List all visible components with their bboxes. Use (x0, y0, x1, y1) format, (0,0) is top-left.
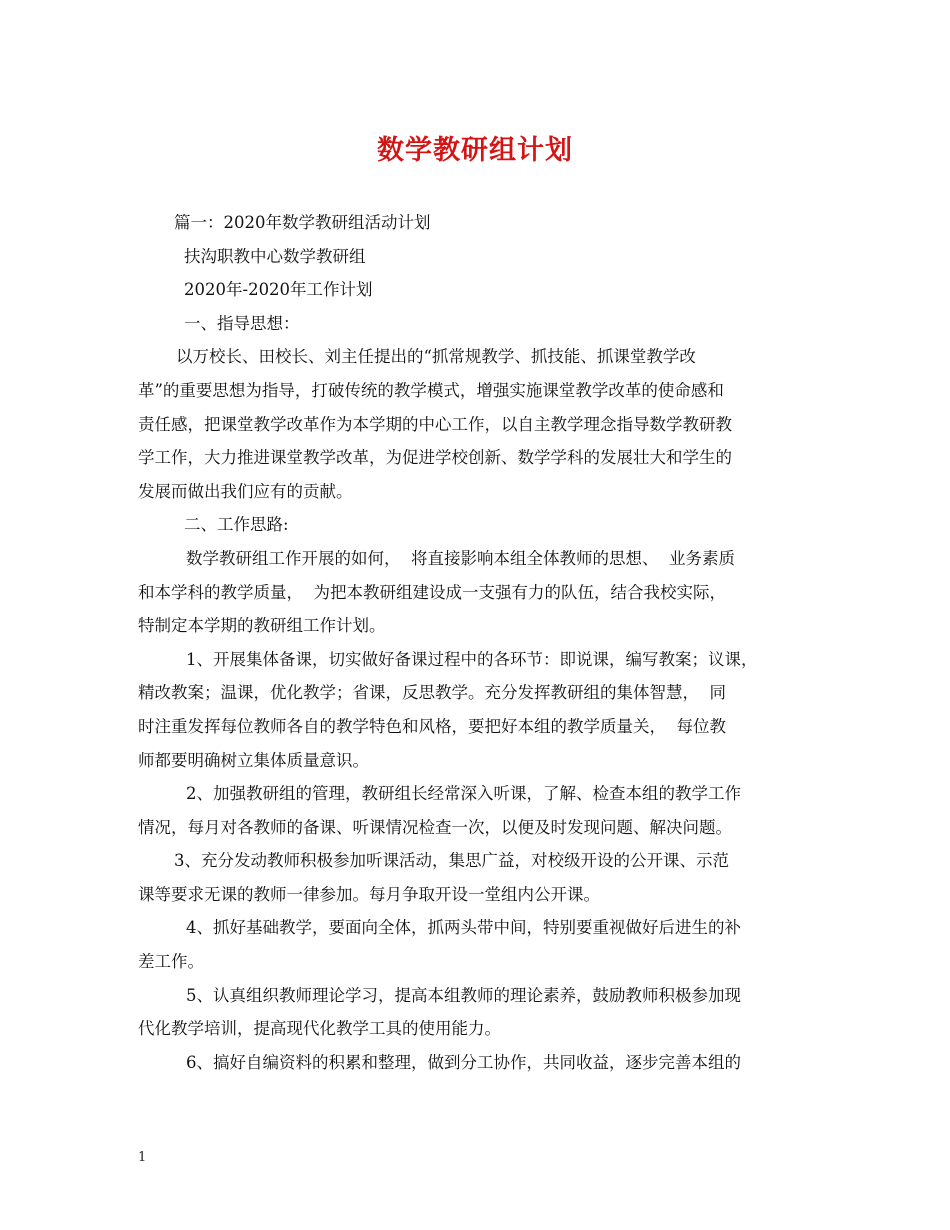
text-line: 特制定本学期的教研组工作计划。 (138, 616, 386, 636)
section-heading: 二、工作思路: (184, 515, 289, 535)
text-line: 2020年-2020年工作计划 (184, 280, 373, 300)
text-line: 篇一：2020年数学教研组活动计划 (174, 213, 431, 232)
text-line: 发展而做出我们应有的贡献。 (138, 481, 353, 501)
text-line: 5、认真组织教师理论学习，提高本组教师的理论素养，鼓励教师积极参加现 (186, 985, 741, 1005)
section-heading: 一、指导思想： (184, 313, 300, 333)
text-line: 1、开展集体备课，切实做好备课过程中的各环节：即说课，编写教案；议课， (186, 649, 758, 669)
text-line: 3、充分发动教师积极参加听课活动，集思广益，对校级开设的公开课、示范 (174, 851, 729, 871)
text-line: 革”的重要思想为指导，打破传统的教学模式，增强实施课堂教学改革的使命感和 (138, 380, 724, 400)
text-line: 精改教案；温课，优化教学；省课，反思教学。充分发挥教研组的集体智慧， 同 (138, 683, 726, 703)
document-title: 数学教研组计划 (377, 135, 573, 166)
text-line: 扶沟职教中心数学教研组 (184, 246, 366, 266)
text-line: 6、搞好自编资料的积累和整理，做到分工协作，共同收益，逐步完善本组的 (186, 1052, 741, 1072)
page-number: 1 (138, 1150, 147, 1165)
text-line: 课等要求无课的教师一律参加。每月争取开设一堂组内公开课。 (138, 884, 600, 904)
text-line: 和本学科的教学质量， 为把本教研组建设成一支强有力的队伍，结合我校实际， (138, 582, 726, 602)
text-line: 差工作。 (138, 952, 204, 972)
text-line: 责任感，把课堂教学改革作为本学期的中心工作，以自主教学理念指导数学教研教 (138, 414, 732, 434)
text-line: 学工作，大力推进课堂教学改革，为促进学校创新、数学学科的发展壮大和学生的 (138, 448, 732, 468)
text-line: 2、加强教研组的管理，教研组长经常深入听课，了解、检查本组的教学工作 (186, 784, 741, 804)
text-line: 数学教研组工作开展的如何， 将直接影响本组全体教师的思想、 业务素质 (186, 548, 735, 568)
text-line: 时注重发挥每位教师各自的教学特色和风格，要把好本组的教学质量关， 每位教 (138, 716, 726, 736)
text-line: 以万校长、田校长、刘主任提出的“抓常规教学、抓技能、抓课堂教学改 (176, 347, 696, 367)
text-line: 师都要明确树立集体质量意识。 (138, 750, 369, 770)
text-line: 情况，每月对各教师的备课、听课情况检查一次，以便及时发现问题、解决问题。 (138, 817, 732, 837)
text-line: 代化教学培训，提高现代化教学工具的使用能力。 (138, 1019, 501, 1039)
document-body (138, 206, 814, 1079)
text-line: 4、抓好基础教学，要面向全体，抓两头带中间，特别要重视做好后进生的补 (186, 918, 741, 938)
